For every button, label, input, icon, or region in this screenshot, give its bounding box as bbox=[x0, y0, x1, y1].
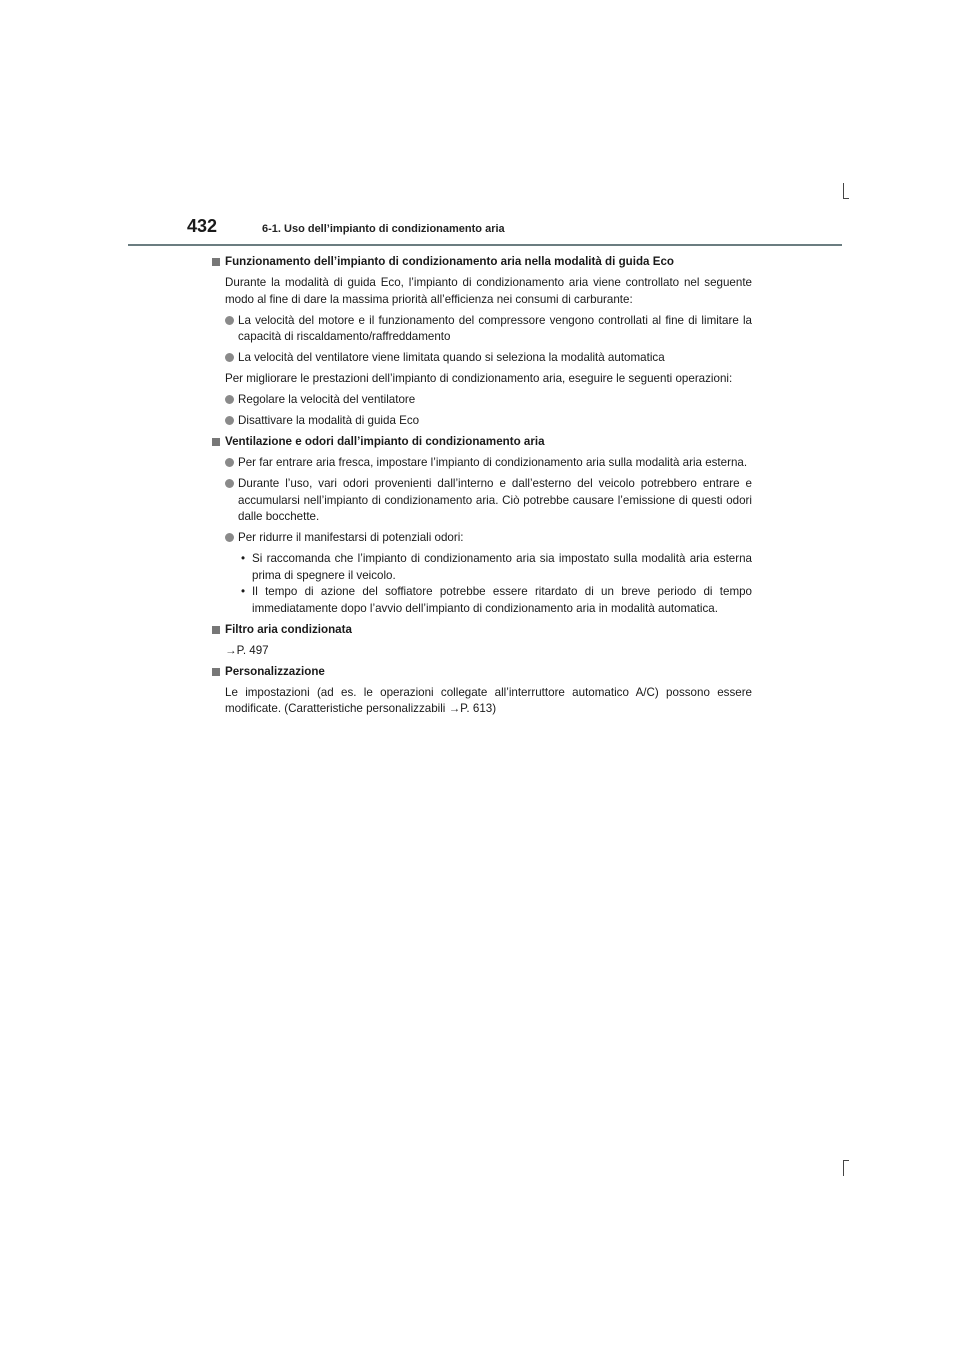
round-bullet-icon bbox=[225, 533, 234, 542]
round-bullet-icon bbox=[225, 416, 234, 425]
paragraph: Le impostazioni (ad es. le operazioni collegate all’interruttore automatico A/C) possono essere modificate. (Caratteristiche personalizzabili →P. 613) bbox=[225, 685, 752, 715]
square-bullet-icon bbox=[212, 258, 220, 266]
list-item-text: Per far entrare aria fresca, impostare l’impianto di condizionamento aria sulla modalità aria esterna. bbox=[238, 456, 748, 469]
sub-bullet-marker: • bbox=[241, 552, 246, 565]
crop-mark-bottom bbox=[843, 1160, 844, 1176]
sub-list-item-text: Il tempo di azione del soffiatore potrebbe essere ritardato di un breve periodo di tempo immediatamente dopo l’avvio dell’impianto di condizionamento aria in modalità automatica. bbox=[252, 585, 752, 615]
heading-text: Funzionamento dell’impianto di condizionamento aria nella modalità di guida Eco bbox=[225, 255, 674, 268]
round-bullet-icon bbox=[225, 316, 234, 325]
list-item bbox=[212, 476, 752, 526]
list-item bbox=[212, 392, 752, 409]
paragraph: Per migliorare le prestazioni dell’impianto di condizionamento aria, eseguire le seguenti operazioni: bbox=[225, 372, 733, 385]
list-item-text: La velocità del motore e il funzionamento del compressore vengono controllati al fine di limitare la capacità di riscaldamento/raffreddamento bbox=[238, 313, 752, 343]
list-item bbox=[212, 313, 752, 346]
list-item-text: Durante l’uso, vari odori provenienti dall’interno e dall’esterno del veicolo potrebbero entrare e accumularsi nell’impianto di condizionamento aria. Ciò potrebbe causare l’emissione di questi odori dalle bocchette. bbox=[238, 477, 752, 523]
list-item-text: Disattivare la modalità di guida Eco bbox=[238, 414, 420, 427]
square-bullet-icon bbox=[212, 668, 220, 676]
heading-text: Ventilazione e odori dall’impianto di condizionamento aria bbox=[225, 435, 545, 448]
page-content bbox=[212, 254, 752, 718]
sub-bullet-marker: • bbox=[241, 585, 246, 598]
section-heading bbox=[212, 664, 752, 681]
section-heading bbox=[212, 434, 752, 451]
heading-text: Personalizzazione bbox=[225, 664, 325, 678]
square-bullet-icon bbox=[212, 626, 220, 634]
header-rule bbox=[128, 244, 842, 246]
section-heading bbox=[212, 622, 752, 639]
round-bullet-icon bbox=[225, 353, 234, 362]
round-bullet-icon bbox=[225, 479, 234, 488]
sub-list-item bbox=[212, 584, 752, 617]
sub-list-item bbox=[212, 551, 752, 584]
round-bullet-icon bbox=[225, 458, 234, 467]
heading-text: Filtro aria condizionata bbox=[225, 622, 352, 636]
paragraph: Durante la modalità di guida Eco, l’impianto di condizionamento aria viene controllato nel seguente modo al fine di dare la massima priorità all’efficienza nei consumi di carburante: bbox=[225, 276, 752, 306]
sub-list-item-text: Si raccomanda che l’impianto di condizionamento aria sia impostato sulla modalità aria esterna prima di spegnere il veicolo. bbox=[252, 552, 752, 582]
section-heading bbox=[212, 254, 752, 271]
square-bullet-icon bbox=[212, 438, 220, 446]
crop-mark-top bbox=[843, 183, 844, 199]
list-item bbox=[212, 455, 752, 472]
list-item-text: La velocità del ventilatore viene limitata quando si seleziona la modalità automatica bbox=[238, 351, 665, 364]
list-item bbox=[212, 530, 752, 547]
list-item bbox=[212, 413, 752, 430]
list-item-text: Per ridurre il manifestarsi di potenziali odori: bbox=[238, 531, 464, 544]
page-header bbox=[187, 216, 842, 246]
page-reference-link[interactable]: →P. 497 bbox=[225, 643, 269, 657]
list-item bbox=[212, 350, 752, 367]
section-title: 6-1. Uso dell’impianto di condizionamento aria bbox=[262, 223, 505, 235]
list-item-text: Regolare la velocità del ventilatore bbox=[238, 393, 416, 406]
page-number: 432 bbox=[187, 216, 218, 236]
round-bullet-icon bbox=[225, 395, 234, 404]
